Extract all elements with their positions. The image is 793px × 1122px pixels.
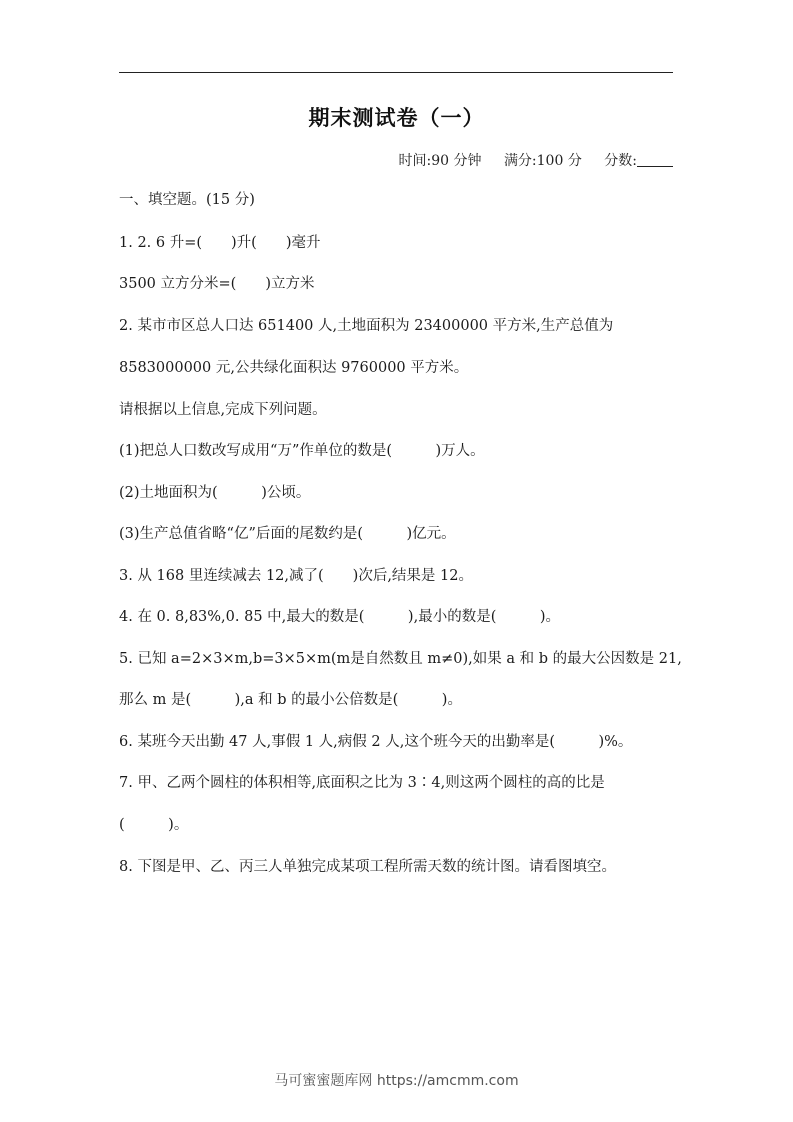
page-title: 期末测试卷（一） xyxy=(308,106,485,130)
question-line: 1. 2. 6 升=( )升( )毫升 xyxy=(119,235,321,251)
question-line: 5. 已知 a=2×3×m,b=3×5×m(m是自然数且 m≠0),如果 a 和 b 的最大公因数是 21, xyxy=(119,651,682,667)
time-limit: 时间:90 分钟 xyxy=(398,153,482,169)
score-blank xyxy=(637,152,673,167)
question-line: ( )。 xyxy=(119,817,189,833)
question-line: 3. 从 168 里连续减去 12,减了( )次后,结果是 12。 xyxy=(119,568,473,584)
question-line: 4. 在 0. 8,83%,0. 85 中,最大的数是( ),最小的数是( )。 xyxy=(119,609,561,625)
footer-watermark: 马可蜜蜜题库网 https://amcmm.com xyxy=(274,1073,519,1089)
question-line: 6. 某班今天出勤 47 人,事假 1 人,病假 2 人,这个班今天的出勤率是( )%。 xyxy=(119,734,633,750)
question-line: 3500 立方分米=( )立方米 xyxy=(119,276,315,292)
question-line: (1)把总人口数改写成用“万”作单位的数是( )万人。 xyxy=(119,443,485,459)
question-line: 8. 下图是甲、乙、丙三人单独完成某项工程所需天数的统计图。请看图填空。 xyxy=(119,859,616,875)
question-line: 请根据以上信息,完成下列问题。 xyxy=(119,402,327,418)
full-score: 满分:100 分 xyxy=(503,153,582,169)
header-rule xyxy=(119,72,673,73)
question-line: 2. 某市市区总人口达 651400 人,土地面积为 23400000 平方米,生产总值为 xyxy=(119,318,614,334)
question-line: (3)生产总值省略“亿”后面的尾数约是( )亿元。 xyxy=(119,526,456,542)
score-field xyxy=(604,153,673,169)
question-line: 那么 m 是( ),a 和 b 的最小公倍数是( )。 xyxy=(119,692,462,708)
section-heading: 一、填空题。(15 分) xyxy=(119,192,255,208)
question-line: 7. 甲、乙两个圆柱的体积相等,底面积之比为 3∶4,则这两个圆柱的高的比是 xyxy=(119,775,605,791)
question-line: 8583000000 元,公共绿化面积达 9760000 平方米。 xyxy=(119,360,469,376)
exam-meta xyxy=(399,150,674,170)
question-line: (2)土地面积为( )公顷。 xyxy=(119,485,311,501)
score-label: 分数: xyxy=(604,153,637,169)
